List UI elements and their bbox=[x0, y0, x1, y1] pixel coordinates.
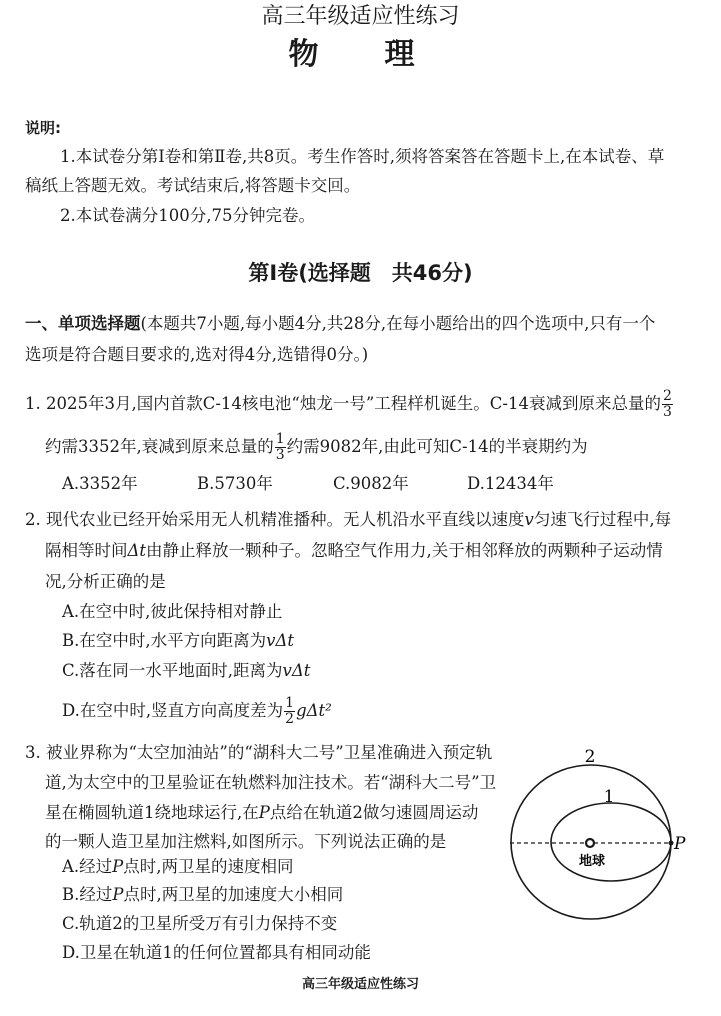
q3-text: 点给在轨道2做匀速圆周运动 bbox=[269, 803, 479, 822]
q3-option-c: C.轨道2的卫星所受万有引力保持不变 bbox=[62, 914, 338, 933]
q3-option-text: 点时,两卫星的速度相同 bbox=[123, 857, 294, 876]
q1-option-b: B.5730年 bbox=[197, 474, 273, 493]
part-heading-label: 一、单项选择题 bbox=[25, 314, 141, 333]
orbit-1-ellipse bbox=[551, 803, 671, 881]
math-dt: Δt bbox=[127, 541, 147, 560]
earth-label: 地球 bbox=[578, 854, 606, 869]
q2-text: 隔相等时间 bbox=[45, 541, 128, 560]
question-3-line2: 道,为太空中的卫星验证在轨燃料加注技术。若“湖科大二号”卫 bbox=[45, 773, 497, 792]
question-3-line1: 3. 被业界称为“太空加油站”的“湖科大二号”卫星准确进入预定轨 bbox=[25, 743, 493, 762]
question-3-line4: 的一颗人造卫星加注燃料,如图所示。下列说法正确的是 bbox=[45, 832, 447, 851]
instructions-label: 说明: bbox=[25, 119, 61, 137]
point-p-label: P bbox=[674, 834, 686, 854]
q2-option-text: C.落在同一水平地面时,距离为 bbox=[62, 661, 283, 680]
q2-option-a: A.在空中时,彼此保持相对静止 bbox=[62, 602, 283, 621]
q3-option-text: B.经过 bbox=[62, 885, 113, 904]
q1-option-a: A.3352年 bbox=[62, 474, 138, 493]
exam-title: 高三年级适应性练习 bbox=[261, 4, 460, 29]
orbit-2-label: 2 bbox=[584, 747, 596, 767]
subject-title: 物 理 bbox=[288, 37, 433, 72]
math-v: v bbox=[524, 510, 534, 529]
instruction-line: 稿纸上答题无效。考试结束后,将答题卡交回。 bbox=[25, 176, 361, 195]
q2-text: 由静止释放一颗种子。忽略空气作用力,关于相邻释放的两颗种子运动情 bbox=[146, 541, 663, 560]
math-p: P bbox=[112, 857, 124, 876]
question-2-line3: 况,分析正确的是 bbox=[45, 572, 166, 591]
q2-option-text: B.在空中时,水平方向距离为 bbox=[62, 631, 267, 650]
math-expr: vΔt bbox=[266, 631, 294, 650]
orbit-1-label: 1 bbox=[603, 787, 615, 807]
earth-icon bbox=[586, 839, 594, 847]
part-desc: 选项是符合题目要求的,选对得4分,选错得0分。) bbox=[25, 345, 369, 364]
math-expr: gΔt² bbox=[296, 701, 332, 720]
math-p: P bbox=[258, 803, 270, 822]
instruction-line: 2.本试卷满分100分,75分钟完卷。 bbox=[60, 206, 315, 225]
q3-option-text: A.经过 bbox=[62, 857, 113, 876]
fraction-one-half: $\frac{1}{2}$ bbox=[285, 695, 295, 727]
section-title: 第Ⅰ卷(选择题 共46分) bbox=[248, 261, 473, 285]
q3-option-d: D.卫星在轨道1的任何位置都具有相同动能 bbox=[62, 943, 371, 962]
point-p-dot bbox=[669, 841, 674, 846]
q3-option-text: 点时,两卫星的加速度大小相同 bbox=[123, 885, 344, 904]
page-footer: 高三年级适应性练习 bbox=[301, 977, 419, 992]
q3-text: 星在椭圆轨道1绕地球运行,在 bbox=[45, 803, 259, 822]
q1-text: 约需9082年,由此可知C-14的半衰期约为 bbox=[286, 437, 588, 456]
q1-option-d: D.12434年 bbox=[467, 474, 554, 493]
q1-option-c: C.9082年 bbox=[333, 474, 409, 493]
fraction-one-third: $\frac{1}{3}$ bbox=[275, 431, 285, 463]
fraction-two-thirds: $\frac{2}{3}$ bbox=[662, 388, 672, 420]
q2-text: 2. 现代农业已经开始采用无人机精准播种。无人机沿水平直线以速度 bbox=[25, 510, 525, 529]
q1-text: 约需3352年,衰减到原来总量的 bbox=[45, 437, 274, 456]
q2-option-text: D.在空中时,竖直方向高度差为 bbox=[62, 701, 284, 720]
instruction-line: 1.本试卷分第Ⅰ卷和第Ⅱ卷,共8页。考生作答时,须将答案答在答题卡上,在本试卷、草 bbox=[60, 147, 665, 166]
q1-text: 1. 2025年3月,国内首款C-14核电池“烛龙一号”工程样机诞生。C-14衰减到原来总量的 bbox=[25, 394, 661, 413]
part-desc: (本题共7小题,每小题4分,共28分,在每小题给出的四个选项中,只有一个 bbox=[140, 314, 656, 333]
q2-text: 匀速飞行过程中,每 bbox=[533, 510, 672, 529]
math-p: P bbox=[112, 885, 124, 904]
math-expr: vΔt bbox=[282, 661, 311, 680]
